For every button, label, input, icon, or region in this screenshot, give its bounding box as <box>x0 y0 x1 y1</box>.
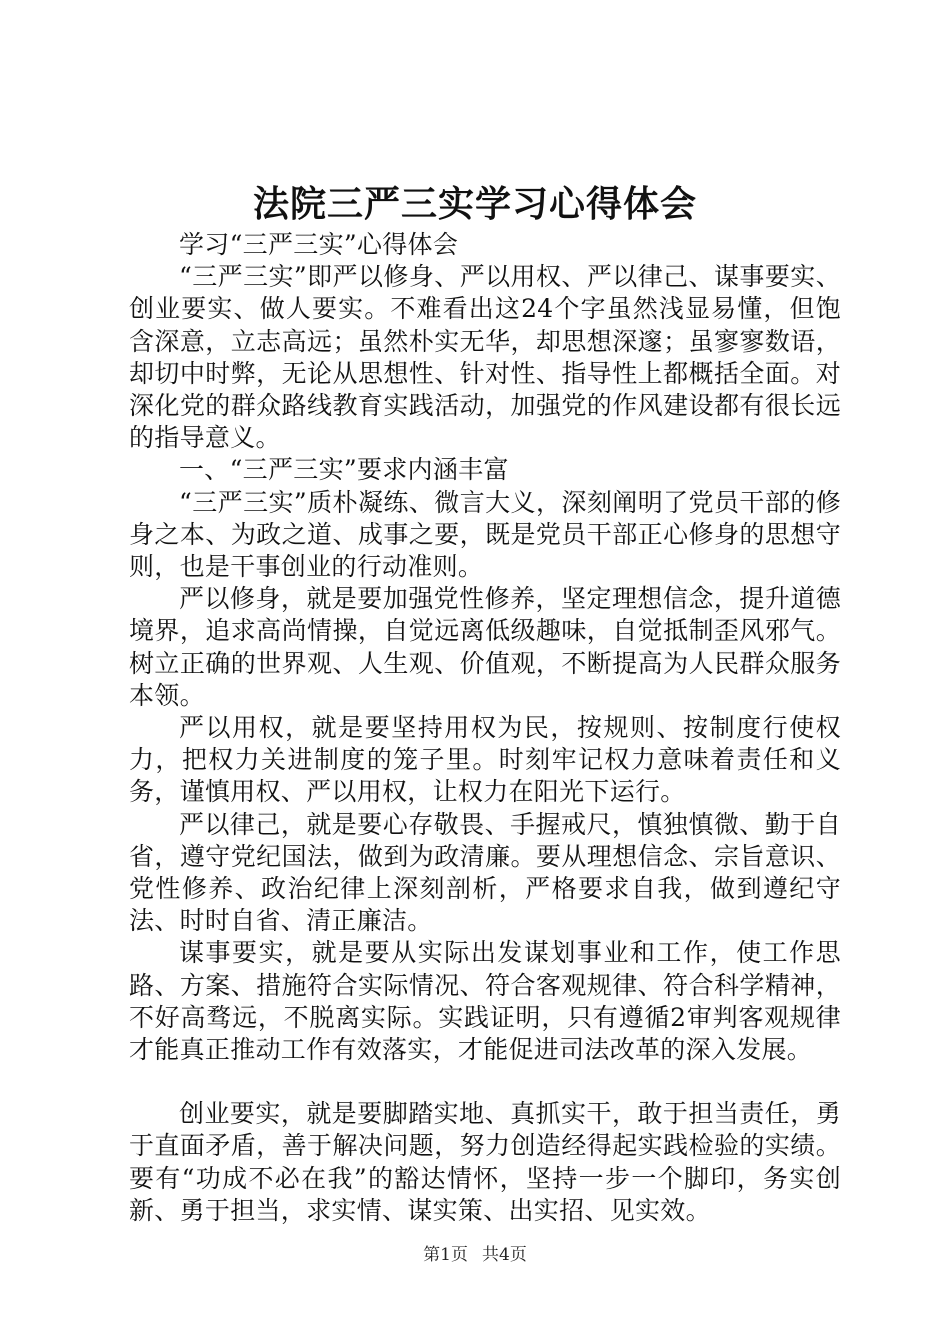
paragraph-planning: 谋事要实，就是要从实际出发谋划事业和工作，使工作思路、方案、措施符合实际情况、符合客观规律、符合科学精神，不好高骛远，不脱离实际。实践证明，只有遵循2审判客观规律才能真正推动工作有效落实，才能促进司法改革的深入发展。 <box>129 938 841 1065</box>
paragraph-use-of-power: 严以用权，就是要坚持用权为民，按规则、按制度行使权力，把权力关进制度的笼子里。时刻牢记权力意味着责任和义务，谨慎用权、严以用权，让权力在阳光下运行。 <box>129 713 841 807</box>
document-title: 法院三严三实学习心得体会 <box>252 183 697 225</box>
paragraph-intro: “三严三实”即严以修身、严以用权、严以律己、谋事要实、创业要实、做人要实。不难看出这24个字虽然浅显易懂，但饱含深意，立志高远；虽然朴实无华，却思想深邃；虽寥寥数语，却切中时弊，无论从思想性、针对性、指导性上都概括全面。对深化党的群众路线教育实践活动，加强党的作风建设都有很长远的指导意义。 <box>129 262 841 453</box>
paragraph-self-cultivation: 严以修身，就是要加强党性修养，坚定理想信念，提升道德境界，追求高尚情操，自觉远离低级趣味，自觉抵制歪风邪气。树立正确的世界观、人生观、价值观，不断提高为人民群众服务本领。 <box>129 584 841 710</box>
page-footer <box>0 1243 950 1267</box>
page-total: 共4页 <box>482 1245 527 1265</box>
section-heading: 一、“三严三实”要求内涵丰富 <box>179 455 509 485</box>
paragraph-enterprise: 创业要实，就是要脚踏实地、真抓实干，敢于担当责任，勇于直面矛盾，善于解决问题，努力创造经得起实践检验的实绩。要有“功成不必在我”的豁达情怀，坚持一步一个脚印，务实创新、勇于担当，求实情、谋实策、出实招、见实效。 <box>129 1099 841 1225</box>
page-number: 第1页 <box>423 1245 468 1265</box>
paragraph-self-discipline: 严以律己，就是要心存敬畏、手握戒尺，慎独慎微、勤于自省，遵守党纪国法，做到为政清廉。要从理想信念、宗旨意识、党性修养、政治纪律上深刻剖析，严格要求自我，做到遵纪守法、时时自省、清正廉洁。 <box>129 809 841 936</box>
paragraph-subtitle: 学习“三严三实”心得体会 <box>179 230 459 259</box>
paragraph-connotation: “三严三实”质朴凝练、微言大义，深刻阐明了党员干部的修身之本、为政之道、成事之要，既是党员干部正心修身的思想守则，也是干事创业的行动准则。 <box>129 487 841 582</box>
document-body <box>129 229 841 1227</box>
